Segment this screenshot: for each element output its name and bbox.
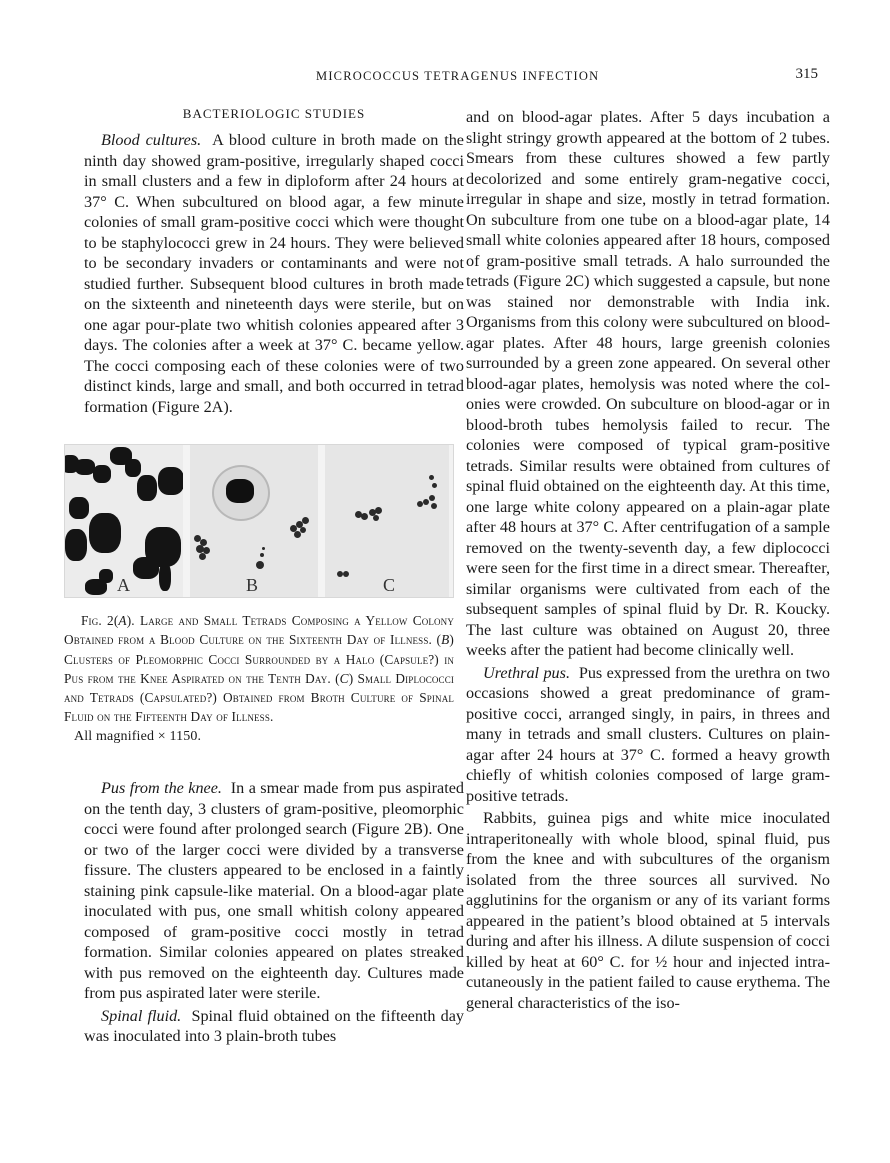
paragraph-spinal-fluid-continued: and on blood-agar plates. After 5 days incubation a slight stringy growth appeared at the bottom of 2 tubes. Smears from these cultures showed a few partly decolorized and some entirely gram-negative cocci, irregular in shape and size, mostly in tetrad formation. On subculture from one tube on a blood-agar plate, 14 small white colonies appeared after 18 hours, composed of gram-positive small tetrads. A halo surrounded the tetrads (Figure 2C) which suggested a capsule, but none was stained nor demonstrable with India ink. Organisms from this colony were subcultured on blood-agar plates. After 48 hours, large greenish colonies surrounded by a green zone appeared. On several other blood-agar plates, hemolysis was noted where the colonies were crowded. On subculture on blood-agar or in blood-broth tubes hemolysis failed to recur. The colonies were composed of typical gram-positive tetrads. Similar results were obtained from cultures of spinal fluid obtained on the eighteenth day. At this time, one large white colony appeared on a plain-agar plate after 48 hours at 37° C. After centrifugation of a sample removed on the twenty-seventh day, a few diplococci were seen for the first time in a direct smear. Thereafter, similar organisms were cultivated from each of the subsequent samples of spinal fluid by Dr. R. Koucky. The last culture was obtained on August 20, three weeks after the patient had become clinically well. xyxy=(466,108,830,659)
paragraph-text: Spinal fluid obtained on the fifteenth day was inoculated into 3 plain-broth tubes xyxy=(84,1006,464,1046)
paragraph-text: A blood culture in broth made on the ninth day showed gram-positive, irregularly shaped cocci in small clusters and a few in diploform after 24 hours at 37° C. When subcultured on blood agar, a few minute colonies of small gram-positive cocci which were thought to be staphylococci grew in 24 hours. They were believed to be secondary invaders or contaminants and were not studied further. Subsequent blood cultures in broth made on the sixteenth and nineteenth days were sterile, but on one agar pour-plate two whitish colonies appeared after 3 days. The colonies after a week at 37° C. became yellow. The cocci composing each of these colonies were of two distinct kinds, large and small, and both occurred in tetrad formation (Figure 2A). xyxy=(84,131,464,416)
left-column xyxy=(64,104,465,1047)
panel-label-b: B xyxy=(246,574,259,595)
caption-part-b: ) Clusters of Pleomorphic Cocci Surrounded by a Halo (Capsule?) in Pus from the Knee Aspirated on the Tenth Day. ( xyxy=(64,632,454,686)
micrograph-panel-b xyxy=(183,445,318,597)
section-heading: BACTERIOLOGIC STUDIES xyxy=(182,106,366,121)
page-number: 315 xyxy=(795,66,818,82)
caption-part-c: ) Small Diplococci and Tetrads (Capsulated?) Obtained from Broth Culture of Spinal Fluid on the Fifteenth Day of Illness. xyxy=(64,670,454,725)
runin-heading: Blood cultures. xyxy=(101,131,202,149)
runin-heading: Urethral pus. xyxy=(483,663,570,682)
runin-heading: Pus from the knee. xyxy=(101,779,222,798)
panel-label-a: A xyxy=(117,574,130,595)
micrograph-panel-c xyxy=(318,445,449,597)
panel-label-c: C xyxy=(383,574,396,595)
right-column xyxy=(466,107,830,1013)
runin-heading: Spinal fluid. xyxy=(101,1006,182,1025)
paragraph-blood-cultures xyxy=(84,130,464,417)
caption-letter-b: B xyxy=(441,632,450,648)
caption-letter-a: A xyxy=(118,613,127,628)
caption-magnification: All magnified × 1150. xyxy=(74,728,202,744)
figure-2 xyxy=(64,444,454,746)
caption-letter-c: C xyxy=(339,670,349,686)
paragraph-spinal-fluid xyxy=(84,1006,464,1047)
caption-fig-label: Fig. 2( xyxy=(81,613,119,628)
running-head: MICROCOCCUS TETRAGENUS INFECTION xyxy=(316,69,600,83)
paragraph-urethral-pus xyxy=(466,663,830,807)
paragraph-text: Pus expressed from the urethra on two occasions showed a great predominance of gram-positive cocci, arranged singly, in pairs, in threes and many in tetrads and small clusters. Cultures on plain-agar after 24 hours at 37° C. formed a heavy growth chiefly of whitish colonies composed of large gram-positive tetrads. xyxy=(466,663,830,805)
paragraph-animal-inoculation: Rabbits, guinea pigs and white mice inoculated intraperitoneally with whole blood, spinal fluid, pus from the knee and with subcultures of the organism isolated from the three sources all survived. No agglutinins for the organism or any of its variant forms appeared in the patient’s blood obtained at 5 intervals during and after his illness. A dilute suspension of cocci killed by heat at 60° C. for ½ hour and injected intracutaneously in the patient failed to cause erythema. The general characteristics of the iso- xyxy=(466,809,830,1012)
paragraph-pus-from-knee xyxy=(84,778,464,1004)
caption-part-a: ). Large and Small Tetrads Composing a Yellow Colony Obtained from a Blood Culture on the Sixteenth Day of Illness. ( xyxy=(64,613,454,648)
micrograph-figure xyxy=(64,444,454,598)
paragraph-text: In a smear made from pus aspirated on the tenth day, 3 clusters of gram-positive, pleomorphic cocci were found after prolonged search (Figure 2B). One or two of the larger cocci were divided by a transverse fissure. The clusters appeared to be enclosed in a faintly staining pink capsule-like material. On a blood-agar plate inoculated with pus, one small whitish colony appeared composed of gram-positive cocci mostly in tetrad formation. Similar colonies appeared on plates streaked with pus removed on the eighteenth day. Cultures made from pus aspirated later were sterile. xyxy=(84,779,465,1003)
figure-caption xyxy=(64,611,454,746)
micrograph-panel-a xyxy=(65,445,183,597)
